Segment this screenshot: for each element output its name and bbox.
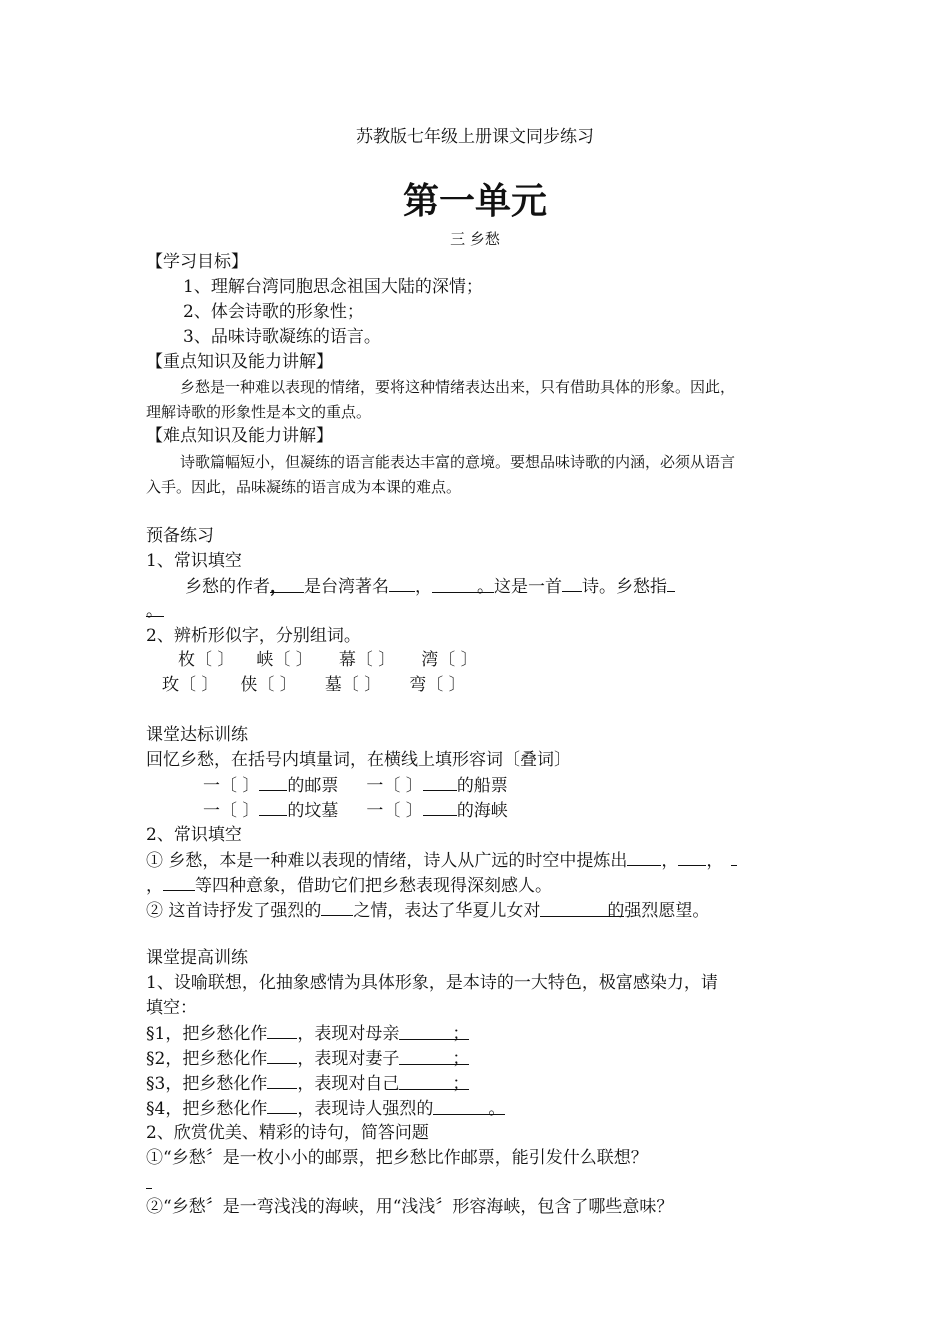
prep-q1-end bbox=[146, 599, 164, 623]
blank bbox=[678, 848, 706, 866]
blank bbox=[146, 1171, 152, 1189]
stanza-1 bbox=[146, 1021, 469, 1046]
classroom-q2-line1 bbox=[146, 848, 737, 873]
blank bbox=[399, 1047, 470, 1069]
classroom-intro: 回忆乡愁，在括号内填量词，在横线上填形容词〔叠词〕 bbox=[146, 750, 571, 770]
text-span: ，表现对自己 bbox=[297, 1074, 400, 1094]
advanced-q1-line2: 填空： bbox=[146, 998, 197, 1018]
text-span: ； bbox=[452, 1024, 470, 1044]
blank bbox=[267, 1096, 297, 1114]
text-span: ，表现对妻子 bbox=[297, 1049, 400, 1069]
objective-item: 2、体会诗歌的形象性； bbox=[183, 302, 364, 322]
blank bbox=[163, 873, 195, 891]
prep-q2-title: 2、辨析形似字，分别组词。 bbox=[146, 626, 361, 646]
text-span: 之情，表达了华夏儿女对 bbox=[353, 901, 541, 921]
advanced-heading: 课堂提高训练 bbox=[146, 948, 248, 968]
text-span: ， bbox=[661, 851, 679, 871]
char-row-2 bbox=[162, 673, 466, 697]
blank bbox=[267, 1071, 297, 1089]
classroom-q2-title: 2、常识填空 bbox=[146, 825, 242, 845]
text-span: 乡愁的作者 bbox=[185, 577, 270, 597]
key-points-text: 乡愁是一种难以表现的情绪，要将这种情绪表达出来，只有借助具体的形象。因此， bbox=[180, 378, 736, 396]
text-span: ， bbox=[146, 876, 163, 896]
advanced-q2-a: ①“乡愁〞是一枚小小的邮票，把乡愁比作邮票，能引发什么联想？ bbox=[146, 1148, 648, 1168]
text-span: 的坟墓 bbox=[287, 801, 339, 821]
blank bbox=[731, 848, 737, 866]
text-span: §1，把乡愁化作 bbox=[146, 1024, 268, 1044]
text-span: §3，把乡愁化作 bbox=[146, 1074, 268, 1094]
classroom-heading: 课堂达标训练 bbox=[146, 725, 248, 745]
char-item: 峡〔 〕 bbox=[256, 650, 313, 670]
text-span: 。 bbox=[488, 1099, 506, 1119]
advanced-q2-b: ②“乡愁〞是一弯浅浅的海峡，用“浅浅〞形容海峡，包含了哪些意味？ bbox=[146, 1197, 674, 1217]
difficult-points-text: 入手。因此，品味凝练的语言成为本课的难点。 bbox=[146, 478, 462, 496]
text-span: ， bbox=[415, 577, 432, 597]
text-span: 一〔 〕 bbox=[203, 776, 260, 796]
char-item: 玫〔 〕 bbox=[162, 675, 219, 695]
blank bbox=[259, 798, 287, 816]
blank bbox=[321, 898, 353, 916]
blank bbox=[146, 599, 164, 621]
text-span: ； bbox=[452, 1074, 470, 1094]
blank bbox=[423, 773, 457, 791]
text-span: 是台湾著名 bbox=[304, 577, 389, 597]
text-span: 的 bbox=[607, 901, 625, 921]
difficult-points-text: 诗歌篇幅短小，但凝练的语言能表达丰富的意境。要想品味诗歌的内涵，必须从语言 bbox=[180, 453, 736, 471]
blank bbox=[540, 899, 625, 921]
text-span: ② 这首诗抒发了强烈的 bbox=[146, 901, 322, 921]
objective-item: 3、品味诗歌凝练的语言。 bbox=[183, 327, 381, 347]
text-span: ； bbox=[452, 1049, 470, 1069]
prep-q1-title: 1、常识填空 bbox=[146, 551, 242, 571]
blank bbox=[399, 1022, 470, 1044]
measure-pair-2 bbox=[203, 798, 508, 823]
lesson-title: 三 乡愁 bbox=[450, 230, 500, 248]
text-span: ， bbox=[270, 577, 287, 597]
blank bbox=[399, 1072, 470, 1094]
answer-line bbox=[146, 1171, 152, 1196]
unit-title: 第一单元 bbox=[402, 181, 547, 222]
series-title: 苏教版七年级上册课文同步练习 bbox=[356, 127, 594, 147]
blank bbox=[267, 1046, 297, 1064]
text-span: 诗。乡愁指 bbox=[582, 577, 667, 597]
key-points-heading: 【重点知识及能力讲解】 bbox=[146, 352, 333, 372]
blank bbox=[267, 1021, 297, 1039]
text-span: 一〔 〕 bbox=[203, 801, 260, 821]
prep-heading: 预备练习 bbox=[146, 526, 214, 546]
blank bbox=[432, 575, 494, 597]
text-span: 的船票 bbox=[456, 776, 508, 796]
text-span: ，表现诗人强烈的 bbox=[297, 1099, 434, 1119]
stanza-3 bbox=[146, 1071, 469, 1096]
stanza-4 bbox=[146, 1096, 505, 1121]
text-span: 的海峡 bbox=[456, 801, 508, 821]
stanza-2 bbox=[146, 1046, 469, 1071]
text-span: 一〔 〕 bbox=[366, 801, 423, 821]
blank bbox=[423, 798, 457, 816]
char-item: 枚〔 〕 bbox=[178, 650, 235, 670]
text-span: 。 bbox=[477, 577, 494, 597]
text-span: ，表现对母亲 bbox=[297, 1024, 400, 1044]
char-item: 湾〔 〕 bbox=[421, 650, 478, 670]
blank bbox=[627, 848, 661, 866]
advanced-q1-line1: 1、设喻联想，化抽象感情为具体形象，是本诗的一大特色，极富感染力，请 bbox=[146, 973, 718, 993]
classroom-q2-line2 bbox=[146, 873, 552, 898]
blank bbox=[562, 574, 582, 592]
blank bbox=[259, 773, 287, 791]
text-span: §2，把乡愁化作 bbox=[146, 1049, 268, 1069]
classroom-q2-line3 bbox=[146, 898, 709, 923]
char-item: 墓〔 〕 bbox=[324, 675, 382, 695]
blank-author bbox=[270, 575, 304, 597]
text-span: 一〔 〕 bbox=[366, 776, 423, 796]
objectives-heading: 【学习目标】 bbox=[146, 252, 248, 272]
text-span: ， bbox=[706, 851, 724, 871]
text-span: §4，把乡愁化作 bbox=[146, 1099, 268, 1119]
text-span: 强烈愿望。 bbox=[624, 901, 710, 921]
char-item: 幕〔 〕 bbox=[338, 650, 396, 670]
text-span: 。 bbox=[146, 601, 163, 621]
text-span: 这是一首 bbox=[494, 577, 562, 597]
text-span: 等四种意象，借助它们把乡愁表现得深刻感人。 bbox=[195, 876, 552, 896]
advanced-q2-title: 2、欣赏优美、精彩的诗句，简答问题 bbox=[146, 1123, 429, 1143]
blank bbox=[389, 574, 415, 592]
difficult-points-heading: 【难点知识及能力讲解】 bbox=[146, 426, 333, 446]
objective-item: 1、理解台湾同胞思念祖国大陆的深情； bbox=[183, 277, 483, 297]
text-span: ① 乡愁，本是一种难以表现的情绪，诗人从广远的时空中提炼出 bbox=[146, 851, 628, 871]
blank bbox=[667, 574, 675, 592]
blank bbox=[433, 1097, 506, 1119]
measure-pair-1 bbox=[203, 773, 508, 798]
char-item: 侠〔 〕 bbox=[240, 675, 297, 695]
char-item: 弯〔 〕 bbox=[409, 675, 466, 695]
prep-q1-text bbox=[185, 574, 675, 599]
text-span: 的邮票 bbox=[287, 776, 339, 796]
char-row-1 bbox=[178, 648, 478, 672]
key-points-text: 理解诗歌的形象性是本文的重点。 bbox=[146, 403, 372, 421]
